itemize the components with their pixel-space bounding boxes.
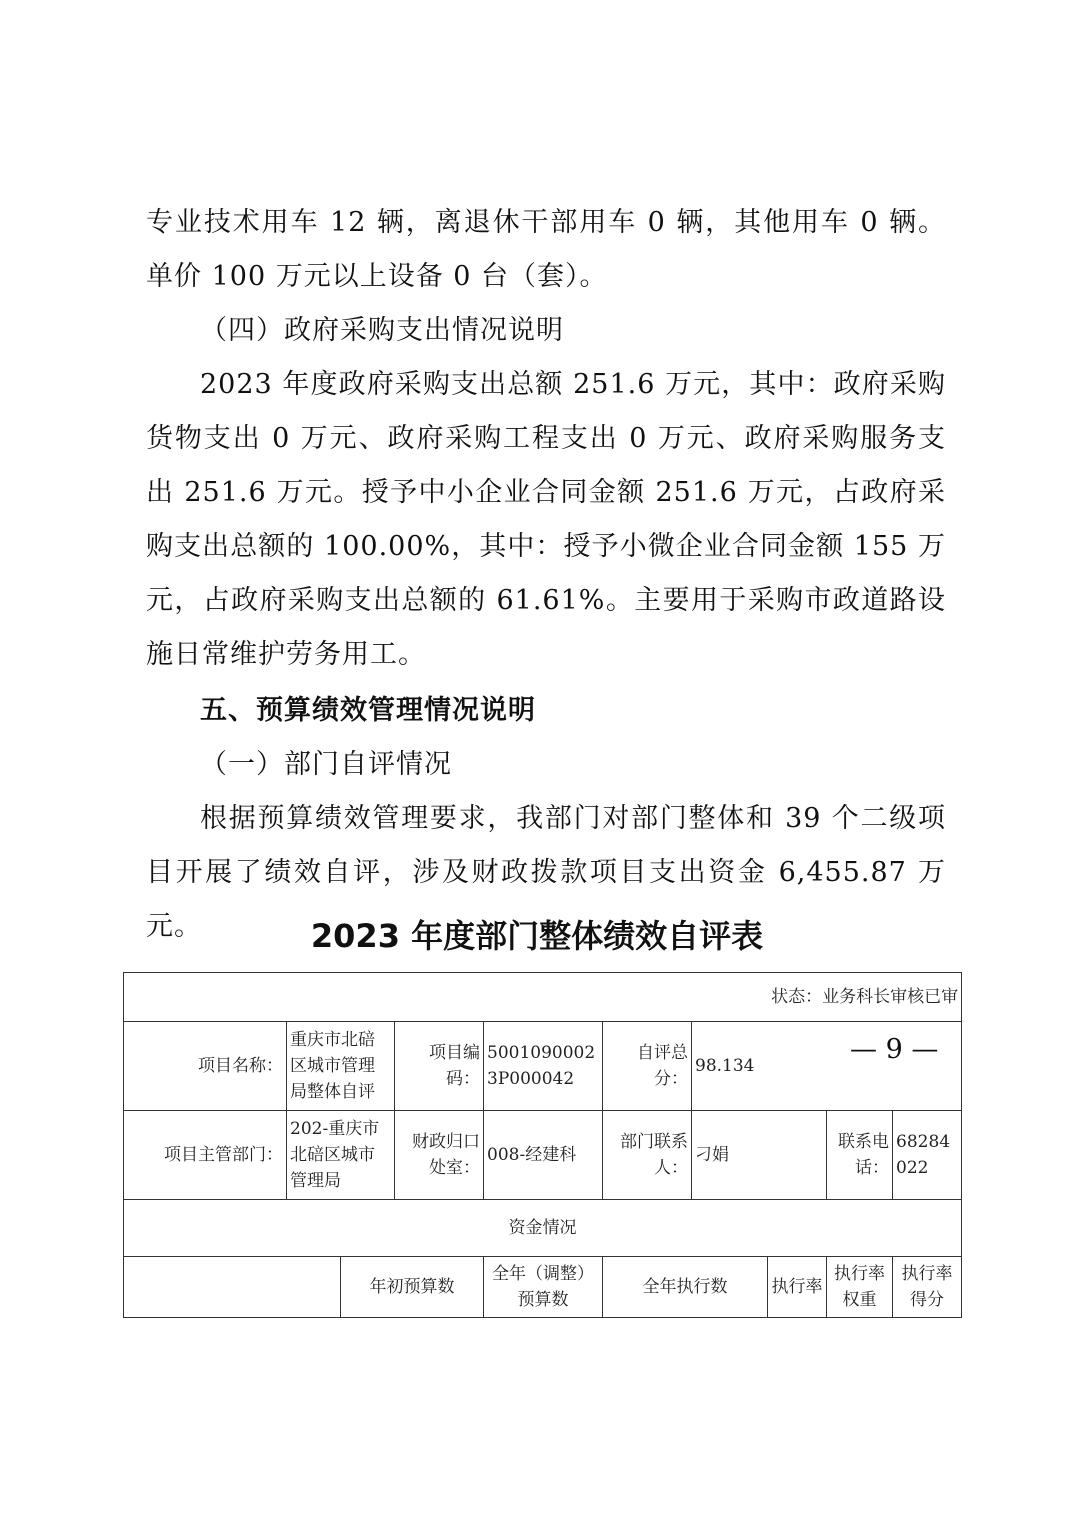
project-code-value: 50010900023P000042 — [484, 1022, 603, 1111]
finance-office-label: 财政归口处室： — [395, 1111, 484, 1200]
page-number: — 9 — — [850, 1034, 939, 1065]
paragraph-vehicles: 专业技术用车 12 辆，离退休干部用车 0 辆，其他用车 0 辆。单价 100 万元以上设备 0 台（套）。 — [146, 207, 946, 292]
fund-section-header: 资金情况 — [124, 1200, 962, 1257]
total-score-label: 自评总分： — [603, 1022, 692, 1111]
phone-value: 68284022 — [893, 1111, 962, 1200]
paragraph-self-evaluation: 根据预算绩效管理要求，我部门对部门整体和 39 个二级项目开展了绩效自评，涉及财政拨款项目支出资金 6,455.87 万元。 — [146, 803, 946, 942]
col-exec-score: 执行率得分 — [893, 1257, 962, 1318]
col-exec-rate: 执行率 — [768, 1257, 827, 1318]
col-exec-weight: 执行率权重 — [827, 1257, 893, 1318]
heading-procurement: （四）政府采购支出情况说明 — [200, 315, 564, 346]
performance-table — [123, 972, 962, 1318]
project-code-label: 项目编码： — [395, 1022, 484, 1111]
col-executed: 全年执行数 — [603, 1257, 768, 1318]
fund-header-blank — [124, 1257, 341, 1318]
status-cell: 状态：业务科长审核已审 — [124, 973, 962, 1022]
heading-section-5: 五、预算绩效管理情况说明 — [200, 695, 536, 726]
dept-label: 项目主管部门： — [124, 1111, 287, 1200]
col-initial-budget: 年初预算数 — [341, 1257, 484, 1318]
total-score-value: 98.134 — [692, 1022, 962, 1111]
paragraph-procurement: 2023 年度政府采购支出总额 251.6 万元，其中：政府采购货物支出 0 万元、政府采购工程支出 0 万元、政府采购服务支出 251.6 万元。授予中小企业合同金额 251.6 万元，占政府采购支出总额的 100.00%，其中：授予小微企业合同金额 155 万元，占政府采购支出总额的 61.61%。主要用于采购市政道路设施日常维护劳务用工。 — [146, 369, 946, 670]
col-adjusted-budget: 全年（调整）预算数 — [484, 1257, 603, 1318]
project-name-value: 重庆市北碚区城市管理局整体自评 — [287, 1022, 395, 1111]
finance-office-value: 008-经建科 — [484, 1111, 603, 1200]
phone-label: 联系电话： — [827, 1111, 893, 1200]
contact-value: 刁娟 — [692, 1111, 827, 1200]
dept-value: 202-重庆市北碚区城市管理局 — [287, 1111, 395, 1200]
heading-self-evaluation: （一）部门自评情况 — [200, 749, 452, 780]
project-name-label: 项目名称： — [124, 1022, 287, 1111]
contact-label: 部门联系人： — [603, 1111, 692, 1200]
table-title: 2023 年度部门整体绩效自评表 — [310, 917, 764, 955]
